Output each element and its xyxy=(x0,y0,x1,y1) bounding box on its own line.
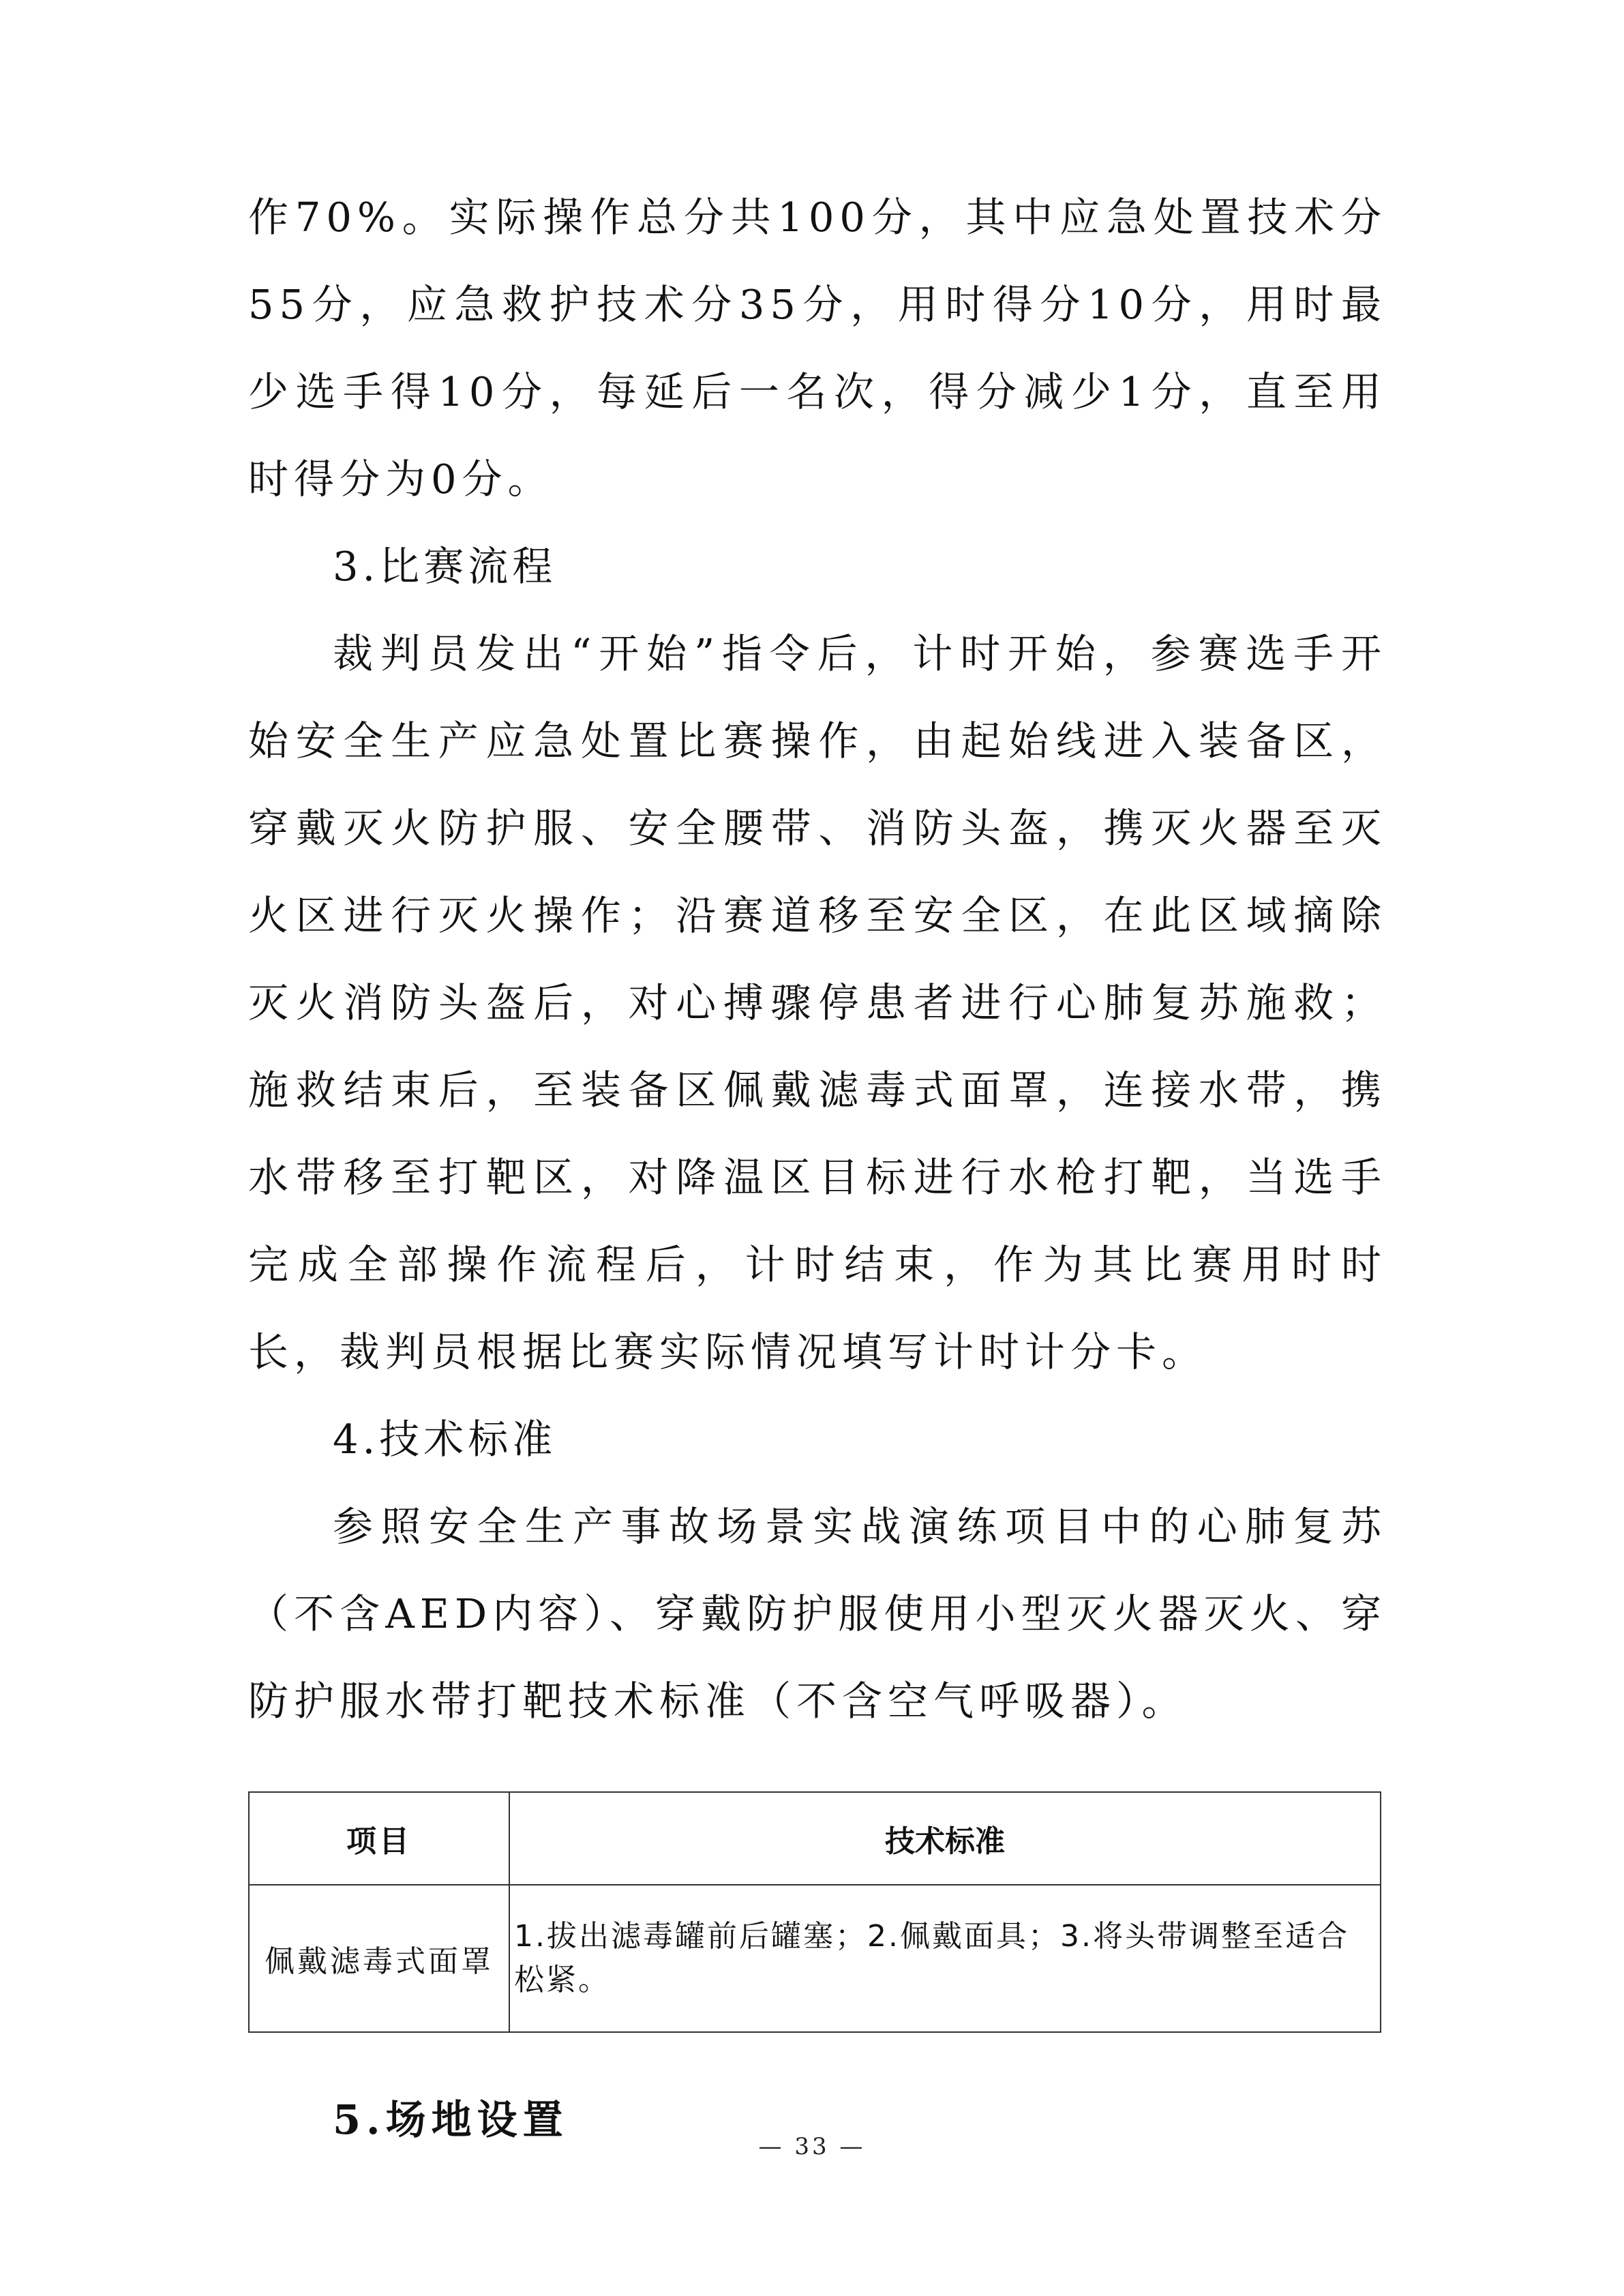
heading-technical-standards: 4.技术标准 xyxy=(333,1416,557,1463)
page-content xyxy=(248,174,1387,2164)
table-header-row xyxy=(249,1792,1381,1885)
paragraph-competition-process: 裁判员发出“开始”指令后，计时开始，参赛选手开始安全生产应急处置比赛操作，由起始线进入装备区，穿戴灭火防护服、安全腰带、消防头盔，携灭火器至灭火区进行灭火操作；沿赛道移至安全区，在此区域摘除灭火消防头盔后，对心搏骤停患者进行心肺复苏施救；施救结束后，至装备区佩戴滤毒式面罩，连接水带，携水带移至打靶区，对降温区目标进行水枪打靶，当选手完成全部操作流程后，计时结束，作为其比赛用时时长，裁判员根据比赛实际情况填写计时计分卡。 xyxy=(248,630,1387,1375)
table-row xyxy=(249,1885,1381,2032)
heading-competition-process: 3.比赛流程 xyxy=(333,543,557,590)
standards-table-container xyxy=(248,1791,1387,2033)
paragraph-technical-standards: 参照安全生产事故场景实战演练项目中的心肺复苏（不含AED内容）、穿戴防护服使用小型灭火器灭火、穿防护服水带打靶技术标准（不含空气呼吸器）。 xyxy=(248,1503,1387,1725)
table-cell-standard: 1.拔出滤毒罐前后罐塞；2.佩戴面具；3.将头带调整至适合松紧。 xyxy=(509,1885,1381,2032)
standards-table xyxy=(248,1791,1381,2033)
paragraph-scoring: 作70%。实际操作总分共100分，其中应急处置技术分55分，应急救护技术分35分，用时得分10分，用时最少选手得10分，每延后一名次，得分减少1分，直至用时得分为0分。 xyxy=(248,194,1387,503)
table-cell-item: 佩戴滤毒式面罩 xyxy=(249,1885,509,2032)
heading-venue-setup: 5.场地设置 xyxy=(333,2096,569,2143)
table-header-item: 项目 xyxy=(249,1792,509,1885)
table-header-standard: 技术标准 xyxy=(509,1792,1381,1885)
page-number: — 33 — xyxy=(758,2133,866,2160)
